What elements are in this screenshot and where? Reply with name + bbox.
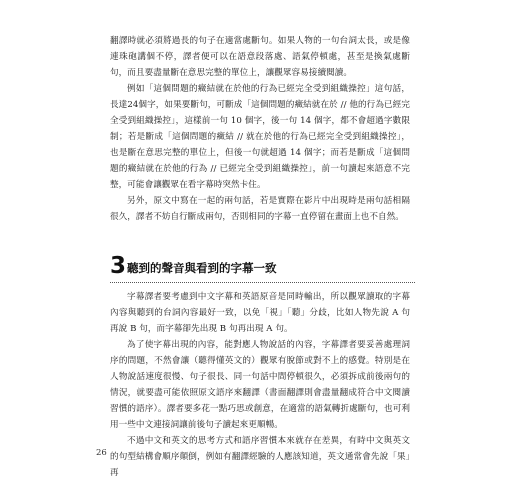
paragraph: 為了使字幕出現的內容，能對應人物說話的內容，字幕譯者要妥善處理詞序的問題，不然會讓（聽得懂英文的）觀眾有脫節或對不上的感覺。特別是在人物說話速度很慢、句子很長、同一句話中間停頓很久，必須拆成前後兩句的情況，就要盡可能依照原文語序來翻譯（書面翻譯則會盡量翻成符合中文閱讀習慣的語序）。譯者要多花一點巧思或創意，在適當的語氣轉折處斷句，也可利用一些中文連接詞讓前後句子讀起來更順暢。 — [110, 340, 410, 430]
section-title: 聽到的聲音與看到的字幕一致 — [127, 261, 277, 275]
page-number: 26 — [96, 448, 107, 458]
text-block-bottom — [110, 289, 410, 481]
paragraph: 例如「這個問題的癥結就在於他的行為已經完全受到組織操控」這句話，長達24個字，如果要斷句，可斷成「這個問題的癥結就在於 // 他的行為已經完全受到組織操控」，這樣前一句 10 個字，後一句 14 個字，都不會超過字數限制；若是斷成「這個問題的癥結 // 就在於他的行為已經完全受到組織操控」，也是斷在意思完整的單位上，但後一句就超過 14 個字；而若是斷成「這個問題的癥結就在於他的行為 // 已經完全受到組織操控」，前一句讀起來語意不完整，可能會讓觀眾在看字幕時突然卡住。 — [110, 84, 410, 190]
paragraph: 翻譯時就必須將過長的句子在適當處斷句。如果人物的一句台詞太長，或是像連珠砲講個不停，譯者便可以在語意段落處、語氣停頓處，甚至是換氣處斷句，而且要盡量斷在意思完整的單位上，讓觀眾容易接續閱讀。 — [110, 36, 410, 78]
heading-dotted-rule — [110, 282, 415, 283]
paragraph: 字幕譯者要考慮到中文字幕和英語原音是同時輸出，所以觀眾讀取的字幕內容與聽到的台詞內容最好一致，以免「視」「聽」分歧，比如人物先說 A 句再說 B 句，而字幕卻先出現 B 句再出現 A 句。 — [110, 292, 410, 334]
paragraph: 不過中文和英文的思考方式和語序習慣本來就存在差異，有時中文與英文的句型結構會順序顛倒，例如有翻譯經驗的人應該知道，英文通常會先說「果」再 — [110, 436, 410, 478]
section-number: 3 — [110, 253, 127, 279]
paragraph: 另外，原文中寫在一起的兩句話，若是實際在影片中出現時是兩句話相隔很久，譯者不妨自行斷成兩句，否則相同的字幕一直停留在畫面上也不自然。 — [110, 196, 410, 222]
text-block-top — [110, 33, 410, 225]
section-heading — [110, 253, 415, 287]
